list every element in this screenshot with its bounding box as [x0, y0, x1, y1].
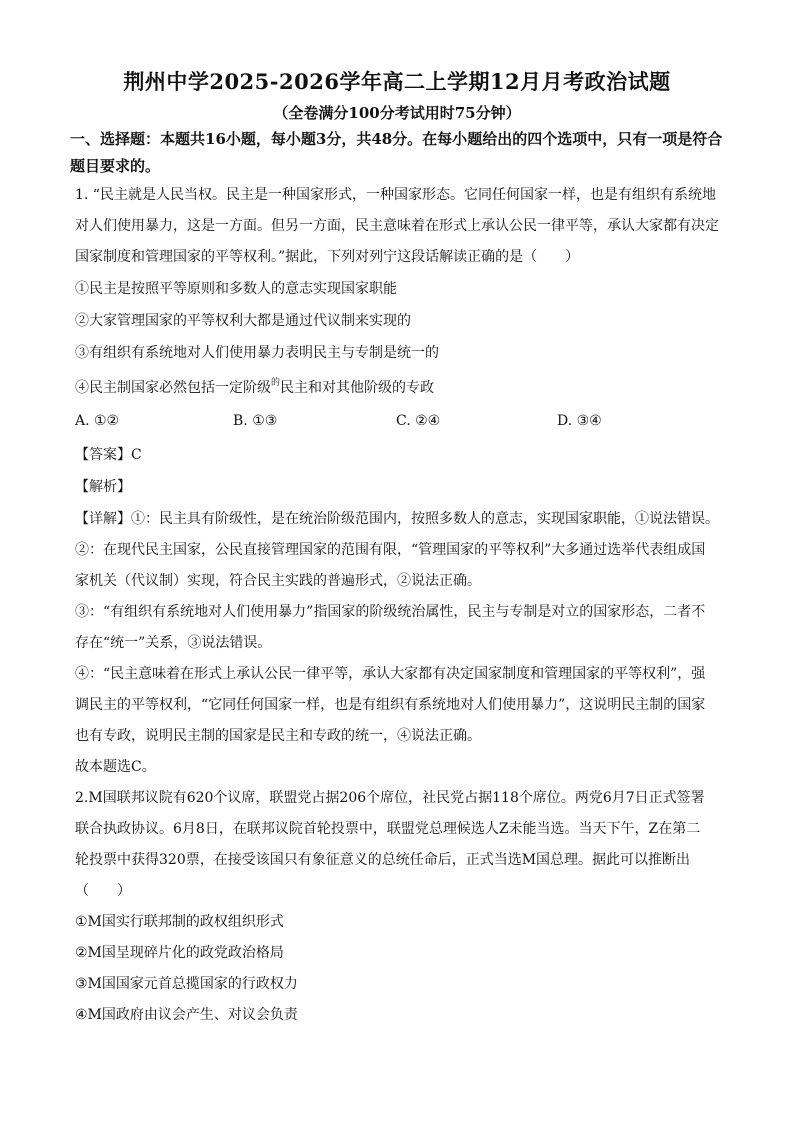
q2-stem-line: 联合执政协议。6月8日，在联邦议院首轮投票中，联盟党总理候选人Z未能当选。当天下午，Z在第二 [75, 821, 701, 837]
q1-analysis-line: ③：“有组织有系统地对人们使用暴力”指国家的阶级统治属性，民主与专制是对立的国家形态，二者不 [75, 604, 706, 620]
q2-statement: ②M国呈现碎片化的政党政治格局 [75, 945, 284, 961]
q1-analysis-line: 也有专政，说明民主制的国家是民主和专政的统一，④说法正确。 [75, 728, 481, 744]
q1-analysis-line: ④：“民主意味着在形式上承认公民一律平等，承认大家都有决定国家制度和管理国家的平等权利”，强 [75, 666, 706, 682]
q1-analysis-line: 调民主的平等权利，“它同任何国家一样，也是有组织有系统地对人们使用暴力”，这说明民主制的国家 [75, 697, 706, 713]
q2-statement: ①M国实行联邦制的政权组织形式 [75, 914, 284, 930]
q1-option-a: A. ①② [75, 413, 120, 429]
q1-statement-4 [75, 377, 434, 397]
q1-statement: ①民主是按照平等原则和多数人的意志实现国家职能 [75, 281, 397, 297]
q1-answer [75, 444, 142, 464]
q1-analysis-conclusion: 故本题选C。 [75, 759, 156, 775]
answer-tag: 【答案】 [75, 447, 131, 463]
q1-stem-line: 对人们使用暴力，这是一方面。但另一方面，民主意味着在形式上承认公民一律平等，承认大家都有决定 [75, 218, 719, 234]
q1-option-d: D. ③④ [557, 413, 602, 429]
page-title: 荆州中学2025-2026学年高二上学期12月月考政治试题 [123, 69, 671, 94]
q1-statement-4-part-b: 民主和对其他阶级的专政 [280, 380, 435, 396]
answer-value: C [131, 447, 142, 463]
q2-statement: ③M国国家元首总揽国家的行政权力 [75, 976, 298, 992]
q1-option-b: B. ①③ [233, 413, 278, 429]
q2-stem-line: 2.M国联邦议院有620个议席，联盟党占据206个席位，社民党占据118个席位。两党6月7日正式签署 [75, 790, 705, 806]
page-subtitle: （全卷满分100分考试用时75分钟） [273, 104, 521, 122]
q1-statement-4-part-a: ④民主制国家必然包括一定阶级 [75, 380, 271, 396]
q1-statement-4-superscript: 的 [271, 378, 281, 388]
q1-statement: ③有组织有系统地对人们使用暴力表明民主与专制是统一的 [75, 345, 439, 361]
q1-analysis-line: 家机关（代议制）实现，符合民主实践的普遍形式，②说法正确。 [75, 573, 481, 589]
q2-stem-line: 轮投票中获得320票，在接受该国只有象征意义的总统任命后，正式当选M国总理。据此可以推断出 [75, 852, 691, 868]
q1-stem-line: 国家制度和管理国家的平等权利。”据此，下列对列宁这段话解读正确的是（ ） [75, 249, 580, 265]
q1-analysis-line: 【详解】①：民主具有阶级性，是在统治阶级范围内，按照多数人的意志，实现国家职能，①说法错误。 [75, 511, 719, 527]
section-heading: 一、选择题：本题共16小题，每小题3分，共48分。在每小题给出的四个选项中，只有一项是符合题目要求的。 [70, 130, 723, 175]
q1-analysis-tag: 【解析】 [75, 479, 131, 495]
q1-statement: ②大家管理国家的平等权利大都是通过代议制来实现的 [75, 313, 411, 329]
q1-analysis-line: 存在“统一”关系，③说法错误。 [75, 635, 272, 651]
q2-statement: ④M国政府由议会产生、对议会负责 [75, 1007, 298, 1023]
q2-stem-line: （ ） [75, 883, 131, 899]
q1-analysis-line: ②：在现代民主国家，公民直接管理国家的范围有限，“管理国家的平等权利”大多通过选举代表组成国 [75, 542, 706, 558]
q1-stem-line: 1. “民主就是人民当权。民主是一种国家形式，一种国家形态。它同任何国家一样，也是有组织有系统地 [75, 187, 716, 203]
q1-option-c: C. ②④ [396, 413, 441, 429]
